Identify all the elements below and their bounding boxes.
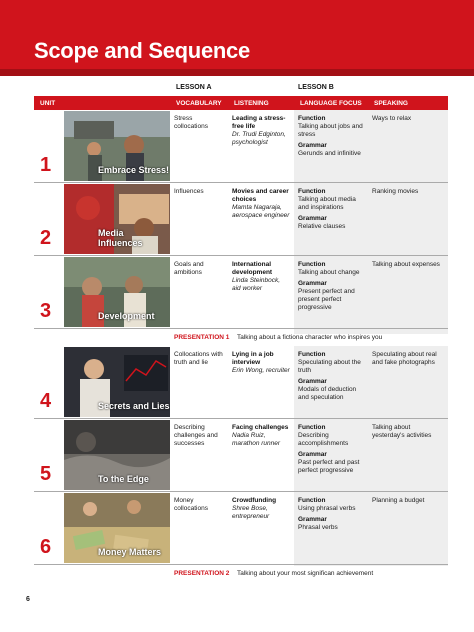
unit-row [34, 110, 448, 183]
listening-speaker: Nadia Ruiz, marathon runner [232, 432, 281, 447]
language-focus-cell [298, 261, 366, 312]
vocabulary-cell: Influences [174, 188, 204, 195]
unit-photo [64, 184, 170, 254]
unit-photo [64, 420, 170, 490]
listening-title: Crowdfunding [232, 497, 277, 504]
function-label: Function [298, 497, 326, 504]
unit-photo [64, 257, 170, 327]
lesson-b-label: LESSON B [298, 84, 334, 91]
presentation-text: Talking about your most significan achievement [237, 570, 374, 577]
language-focus-cell [298, 115, 366, 158]
function-label: Function [298, 424, 326, 431]
unit-photo [64, 347, 170, 417]
unit-number: 2 [40, 227, 52, 249]
listening-speaker: Linda Steinbock, aid worker [232, 277, 281, 292]
grammar-text: Past perfect and past perfect progressive [298, 459, 360, 474]
function-label: Function [298, 261, 326, 268]
function-label: Function [298, 115, 326, 122]
listening-speaker: Dr. Trudi Edginton, psychologist [232, 131, 286, 146]
listening-cell [232, 188, 290, 220]
page-title: Scope and Sequence [34, 38, 250, 63]
speaking-column-header: SPEAKING [374, 100, 408, 107]
grammar-text: Present perfect and present perfect progressive [298, 288, 355, 311]
unit-row [34, 492, 448, 565]
unit-name: Media Influences [98, 228, 143, 248]
function-label: Function [298, 188, 326, 195]
language-focus-cell [298, 497, 366, 532]
unit-name: Embrace Stress! [98, 165, 170, 175]
grammar-label: Grammar [298, 215, 327, 222]
listening-title: Movies and career choices [232, 188, 289, 203]
function-label: Function [298, 351, 326, 358]
grammar-text: Gerunds and infinitive [298, 150, 361, 157]
grammar-text: Phrasal verbs [298, 524, 338, 531]
speaking-cell: Ranking movies [372, 188, 419, 195]
vocabulary-cell: Money collocations [174, 497, 208, 512]
function-text: Talking about jobs and stress [298, 123, 363, 138]
function-text: Describing accomplishments [298, 432, 349, 447]
grammar-label: Grammar [298, 378, 327, 385]
presentation-row [34, 332, 448, 344]
language-focus-cell [298, 188, 366, 231]
unit-name: To the Edge [98, 474, 149, 484]
listening-cell [232, 261, 290, 293]
presentation-label: PRESENTATION 2 [174, 570, 230, 577]
listening-title: International development [232, 261, 273, 276]
function-text: Using phrasal verbs [298, 505, 356, 512]
vocabulary-column-header: VOCABULARY [176, 100, 222, 107]
unit-row [34, 256, 448, 329]
vocabulary-cell: Goals and ambitions [174, 261, 204, 276]
function-text: Speculating about the truth [298, 359, 361, 374]
vocabulary-cell: Collocations with truth and lie [174, 351, 223, 366]
listening-cell [232, 351, 290, 375]
lesson-a-label: LESSON A [176, 84, 212, 91]
function-text: Talking about media and inspirations [298, 196, 356, 211]
listening-speaker: Mamta Nagaraja, aerospace engineer [232, 204, 290, 219]
unit-number: 4 [40, 390, 52, 412]
grammar-label: Grammar [298, 280, 327, 287]
language-focus-column-header: LANGUAGE FOCUS [300, 100, 362, 107]
unit-row [34, 419, 448, 492]
grammar-text: Relative clauses [298, 223, 346, 230]
grammar-label: Grammar [298, 451, 327, 458]
listening-cell [232, 424, 290, 448]
listening-column-header: LISTENING [234, 100, 269, 107]
listening-title: Facing challenges [232, 424, 289, 431]
listening-speaker: Shree Bose, entrepreneur [232, 505, 270, 520]
unit-name: Secrets and Lies [98, 401, 170, 411]
unit-photo [64, 111, 170, 181]
unit-number: 3 [40, 300, 52, 322]
speaking-cell: Ways to relax [372, 115, 412, 122]
language-focus-cell [298, 424, 366, 475]
column-header-bar [34, 96, 448, 110]
speaking-cell: Planning a budget [372, 497, 425, 504]
vocabulary-cell: Stress collocations [174, 115, 208, 130]
presentation-text: Talking about a fictiona character who inspires you [237, 334, 383, 341]
unit-name: Development [98, 311, 155, 321]
speaking-cell: Talking about yesterday's activities [372, 424, 432, 439]
grammar-label: Grammar [298, 142, 327, 149]
unit-number: 1 [40, 154, 52, 176]
listening-cell [232, 497, 290, 521]
listening-cell [232, 115, 290, 147]
presentation-row [34, 568, 448, 580]
unit-row [34, 346, 448, 419]
listening-title: Leading a stress-free life [232, 115, 286, 130]
unit-number: 5 [40, 463, 52, 485]
listening-title: Lying in a job interview [232, 351, 274, 366]
function-text: Talking about change [298, 269, 360, 276]
grammar-label: Grammar [298, 516, 327, 523]
unit-column-header: UNIT [40, 100, 56, 107]
unit-row [34, 183, 448, 256]
presentation-label: PRESENTATION 1 [174, 334, 230, 341]
page-header [0, 0, 474, 76]
listening-speaker: Erin Wong, recruiter [232, 367, 290, 374]
speaking-cell: Talking about expenses [372, 261, 440, 268]
unit-photo [64, 493, 170, 563]
speaking-cell: Speculating about real and fake photographs [372, 351, 437, 366]
page-number: 6 [26, 596, 30, 603]
language-focus-cell [298, 351, 366, 402]
vocabulary-cell: Describing challenges and successes [174, 424, 218, 447]
grammar-text: Modals of deduction and speculation [298, 386, 357, 401]
unit-name: Money Matters [98, 547, 162, 557]
unit-number: 6 [40, 536, 52, 558]
